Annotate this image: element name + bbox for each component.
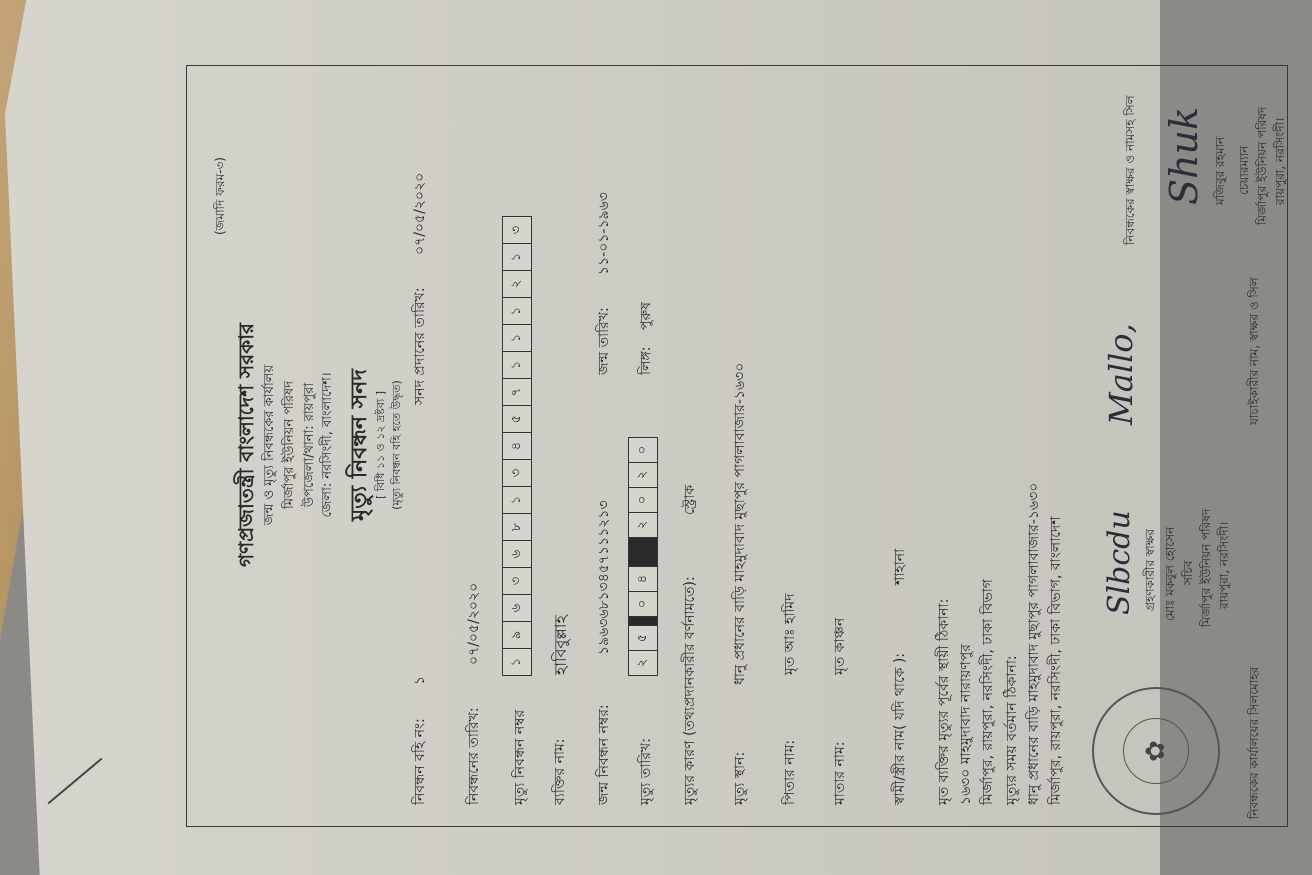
reg-digit: ১ (502, 648, 532, 676)
office-name: জন্ম ও মৃত্যু নিবন্ধকের কার্যালয় (262, 364, 277, 526)
date-digit: ০ (628, 591, 658, 617)
death-date-label: মৃত্যু তারিখ: (638, 738, 654, 805)
mother-name-label: মাতার নাম: (832, 741, 848, 805)
date-digit: ২ (628, 462, 658, 488)
receiver-title: গ্রহণকারীর স্বাক্ষর (1143, 529, 1157, 611)
reg-digit: ১ (502, 297, 532, 325)
reg-digit: ৫ (502, 405, 532, 433)
receiver-place: রায়পুরা, নরসিংদী। (1217, 521, 1231, 609)
district-name: জেলা: নরসিংদী, বাংলাদেশ। (320, 372, 335, 518)
reg-digit: ৩ (502, 567, 532, 595)
spouse-name-value: শাহানা (892, 548, 908, 585)
registration-date-value: ০৭/০৫/২০২০ (466, 582, 482, 665)
reg-digit: ১ (502, 324, 532, 352)
rule-reference: [ বিধি ১১ ও ১২ দ্রষ্টব্য ] (374, 390, 387, 500)
person-name-value: হাবিবুল্লাহ (551, 615, 570, 675)
reg-digit: ৮ (502, 513, 532, 541)
upazila-name: উপজেলা/থানা: রায়পুরা (302, 382, 317, 508)
date-digit: ০ (628, 437, 658, 463)
reg-digit: ১ (502, 243, 532, 271)
spouse-name-label: স্বামী/স্ত্রীর নাম( যদি থাকে ): (892, 652, 908, 805)
current-address-label: মৃত্যুর সময় বর্তমান ঠিকানা: (1004, 655, 1020, 805)
registrar-caption: নিবন্ধকের স্বাক্ষর ও নামসহ সিল (1123, 95, 1137, 245)
chairman-name: মজিবুর রহমান (1213, 136, 1227, 205)
death-date-boxes (628, 437, 658, 675)
current-address-line2: মির্জাপুর, রায়পুরা, নরসিংদী, ঢাকা বিভাগ, বাংলাদেশ (1048, 516, 1064, 805)
form-number: (জমাদি ফরম-৩) (213, 157, 227, 235)
reg-digit: ১ (502, 351, 532, 379)
receiver-org: মির্জাপুর ইউনিয়ন পরিষদ (1199, 508, 1213, 627)
birth-date-value: ১১-০১-১৯৬৩ (596, 192, 612, 275)
issue-date-value: ০৭/০৫/২০২০ (412, 172, 428, 255)
sex-label: লিঙ্গ: (638, 346, 654, 375)
reg-digit: ১ (502, 486, 532, 514)
date-separator (628, 537, 658, 567)
registration-date-label: নিবন্ধনের তারিখ: (466, 707, 482, 805)
date-digit: ৫ (628, 625, 658, 651)
reg-digit: ২ (502, 270, 532, 298)
birth-reg-number-label: জন্ম নিবন্ধন নম্বর: (596, 704, 612, 805)
reg-digit: ৩ (502, 216, 532, 244)
receiver-name: মোঃ মকবুল হোসেন (1163, 526, 1177, 621)
death-certificate (172, 45, 1312, 845)
date-digit: ২ (628, 512, 658, 538)
sex-value: পুরুষ (638, 302, 654, 330)
issue-date-label: সনদ প্রদানের তারিখ: (412, 287, 428, 405)
reg-digit: ৬ (502, 594, 532, 622)
verifier-signature: Mallo, (1102, 323, 1140, 425)
chairman-place: রায়পুরা, নরসিংদী। (1273, 117, 1287, 205)
union-name: মির্জাপুর ইউনিয়ন পরিষদ (282, 380, 297, 510)
book-number-label: নিবন্ধন বহি নং: (412, 718, 428, 805)
reg-digit: ৯ (502, 621, 532, 649)
reg-digit: ৩ (502, 459, 532, 487)
father-name-label: পিতার নাম: (782, 739, 798, 805)
chairman-org: মির্জাপুর ইউনিয়ন পরিষদ (1255, 106, 1269, 225)
cause-of-death-label: মৃত্যুর কারণ (তথ্যপ্রদানকারীর বর্ণনামতে): (682, 576, 698, 805)
person-name-label: ব্যক্তির নাম: (552, 738, 568, 805)
death-reg-number-boxes (502, 216, 532, 675)
permanent-address-label: মৃত ব্যক্তির মৃত্যুর পূর্বের স্থায়ী ঠিকানা: (936, 598, 952, 805)
death-place-value: ধানু প্রধানের বাড়ি মাহমুদাবাদ মুছাপুর পাগলাবাজার-১৬৩০ (732, 362, 748, 685)
reg-digit: ৬ (502, 540, 532, 568)
government-title: গণপ্রজাতন্ত্রী বাংলাদেশ সরকার (234, 323, 258, 567)
cause-of-death-value: স্ট্রোক (682, 484, 698, 515)
verifier-caption: যাচাইকারীর নাম, স্বাক্ষর ও সিল (1247, 277, 1261, 425)
birth-date-label: জন্ম তারিখ: (596, 307, 612, 375)
birth-reg-number-value: ১৯৬৩৬৮১৩৪৫৭১১১২১৩ (596, 500, 612, 655)
death-reg-number-label: মৃত্যু নিবন্ধন নম্বর (512, 709, 528, 805)
date-separator (628, 616, 658, 626)
receiver-signature: Slbcdu (1102, 510, 1137, 615)
book-number-value: ১ (412, 675, 428, 685)
extract-note: (মৃত্যু নিবন্ধন বহি হতে উদ্ধৃত) (390, 380, 403, 510)
union-council-seal (1092, 687, 1220, 815)
father-name-value: মৃত আঃ হামিদ (782, 593, 798, 675)
chairman-signature: Shuk (1162, 106, 1206, 205)
chairman-role: চেয়ারম্যান (1237, 145, 1251, 195)
receiver-role: সচিব (1181, 560, 1195, 585)
date-digit: ৪ (628, 566, 658, 592)
death-place-label: মৃত্যু স্থান: (732, 751, 748, 805)
date-digit: ২ (628, 650, 658, 676)
certificate-title: মৃত্যু নিবন্ধন সনদ (347, 369, 372, 521)
permanent-address-line2: মির্জাপুর, রায়পুরা, নরসিংদী, ঢাকা বিভাগ (980, 579, 996, 805)
current-address-line1: ধানু প্রধানের বাড়ি মাহমুদাবাদ মুছাপুর পাগলাবাজার-১৬৩০ (1026, 482, 1042, 805)
lotus-emblem-icon: ✿ (1123, 718, 1189, 784)
date-digit: ০ (628, 487, 658, 513)
reg-digit: ৭ (502, 378, 532, 406)
mother-name-value: মৃত কাঞ্চন (832, 617, 848, 675)
reg-digit: ৪ (502, 432, 532, 460)
permanent-address-line1: ১৬৩০ মাহমুদাবাদ নারায়ণপুর (958, 644, 974, 805)
office-seal-caption: নিবন্ধকের কার্যালয়ের সিলমোহর (1247, 666, 1261, 819)
